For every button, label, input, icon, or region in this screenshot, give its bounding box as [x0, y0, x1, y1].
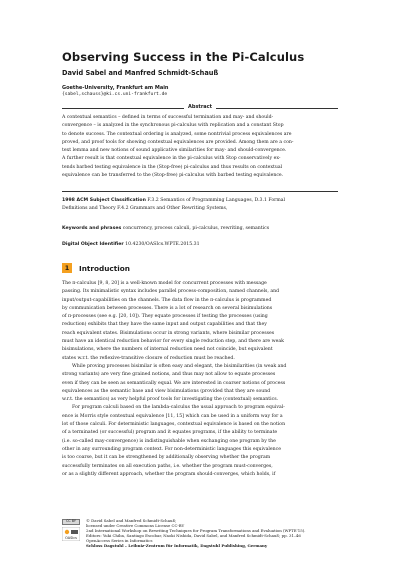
footer-line: licensed under Creative Commons License CC-BY — [86, 523, 185, 529]
abstract-line: tends barbed testing equivalence in the (Stop-free) pi-calculus and thus results on contextual — [62, 164, 283, 170]
keywords-text: concurrency, process calculi, pi-calculus, rewriting, semantics — [122, 226, 270, 231]
oasics-logo-text: OASIcs — [65, 535, 77, 540]
abstract-body — [62, 114, 338, 180]
doi — [62, 241, 338, 249]
intro-line: ence is Morris style contextual equivalence [11, 15] which can be used in a uniform way for a — [62, 413, 283, 419]
intro-paragraph — [62, 280, 338, 363]
intro-line: w.r.t. the semantics) as very helpful proof tools for investigating the (contextual) semantics. — [62, 397, 279, 403]
acm-label: 1998 ACM Subject Classification — [62, 198, 146, 203]
doi-label: Digital Object Identifier — [62, 242, 124, 247]
acm-line: F.3.2 Semantics of Programming Languages, D.3.1 Formal — [147, 198, 286, 203]
intro-line: While proving processes bisimilar is often easy and elegant, the bisimilarities (in weak and — [72, 363, 287, 369]
intro-line: The π-calculus [9, 8, 20] is a well-known model for concurrent processes with message — [62, 281, 267, 286]
intro-line: passing. Its minimalistic syntax includes parallel process-composition, named channels, and — [62, 289, 280, 295]
abstract-line: A further result is that contextual equivalence in the pi-calculus with Stop conservatively ex- — [62, 156, 281, 162]
abstract-line: A contextual semantics – defined in terms of successful termination and may- and should- — [62, 115, 274, 120]
footer-text — [86, 518, 305, 549]
intro-line: equivalences as the semantic base and view bisimulations (provided that they are sound — [62, 388, 271, 394]
intro-line: lot of those calculi. For deterministic languages, contextual equivalence is based on the notion — [62, 422, 286, 428]
paper-authors: David Sabel and Manfred Schmidt-Schauß — [62, 69, 219, 77]
intro-paragraph — [62, 363, 338, 404]
abstract-line: text lemma and new notions of sound applicative similarities for may- and should-convergence. — [62, 148, 287, 154]
intro-line: is too coarse, but it can be strengthened by additionally observing whether the program — [62, 455, 271, 461]
abstract-line: equivalence can be transferred to the (Stop-free) pi-calculus with barbed testing equivalence. — [62, 173, 284, 179]
footer-line: 2nd International Workshop on Rewriting Techniques for Program Transformations and Evaluation (WPTE’15). — [86, 528, 306, 534]
doi-link[interactable]: 10.4230/OASIcs.WPTE.2015.31 — [125, 242, 200, 247]
intro-paragraph — [62, 404, 338, 479]
keywords — [62, 225, 338, 233]
intro-line: bisimulations, where the numbers of internal reduction need not coincide, but equivalent — [62, 347, 273, 353]
cc-license-icon: CC BY — [62, 519, 80, 525]
intro-line: states w.r.t. the reflexive-transitive closure of reduction must be reached. — [62, 355, 235, 361]
author-email: {sabel,schauss}@ki.cs.uni-frankfurt.de — [62, 92, 168, 97]
author-affiliation: Goethe-University, Frankfurt am Main — [62, 85, 169, 91]
intro-line: For program calculi based on the lambda-calculus the usual approach to program equival- — [72, 405, 285, 411]
oasics-logo-icon — [62, 527, 80, 541]
intro-line: even if they can be seen as semantically equal. We are interested in coarser notions of process — [62, 380, 286, 386]
footer-line: OpenAccess Series in Informatics — [86, 538, 153, 544]
intro-line: or as a slightly different approach, whether the program should-converges, which holds, if — [62, 471, 276, 477]
intro-line: reach equivalent states. Bisimulations occur in strong variants, where bisimilar processes — [62, 330, 275, 336]
intro-line: of π-processes (see e.g. [20, 10]). They equate processes if testing the processes (using — [62, 314, 268, 320]
intro-line: input/output-capabilities on the channels. The data flow in the π-calculus is programmed — [62, 297, 272, 303]
section-number: 1 — [62, 263, 72, 273]
intro-line: successfully terminates on all execution paths, i.e. whether the program must-converges, — [62, 463, 273, 469]
section-title: Introduction — [79, 263, 130, 273]
footer-logos — [62, 518, 82, 549]
acm-classification — [62, 197, 338, 214]
intro-line: must have an identical reduction behavior for every single reduction step, and there are weak — [62, 339, 284, 345]
introduction-body — [62, 280, 338, 479]
footer-line: Editors: Yuki Chiba, Santiago Escobar, Naoki Nishida, David Sabel, and Manfred Schmidt-Schauß; pp. 31–46 — [86, 533, 301, 539]
intro-line: strong variants) are very fine grained notions, and thus may not allow to equate processes — [62, 372, 276, 378]
intro-line: by communication between processes. There is a lot of research on several bisimulations — [62, 305, 273, 311]
abstract-heading: Abstract — [184, 104, 216, 110]
keywords-label: Keywords and phrases — [62, 226, 122, 231]
intro-line: (i.e. so-called may-convergence) is indistinguishable when exchanging one program by the — [62, 438, 276, 444]
intro-line: of a terminated (or successful) program and it equates programs, if the ability to terminate — [62, 430, 278, 436]
section-heading — [62, 263, 130, 273]
acm-line: Definitions and Theory F.4.2 Grammars and Other Rewriting Systems, — [62, 206, 228, 212]
paper-title: Observing Success in the Pi-Calculus — [62, 50, 305, 64]
footer-line: Schloss Dagstuhl – Leibniz-Zentrum für Informatik, Dagstuhl Publishing, Germany — [86, 543, 268, 549]
footer — [62, 518, 362, 549]
intro-line: other in any surrounding program context. For non-deterministic languages this equivalence — [62, 446, 281, 452]
abstract-line: to denote success. The contextual ordering is analyzed, some nontrivial process equivalences are — [62, 131, 292, 137]
intro-line: reduction) exhibits that they have the same input and output capabilities and that they — [62, 322, 267, 328]
abstract-line: proved, and proof tools for showing contextual equivalences are provided. Among them are a con- — [62, 139, 294, 145]
abstract-line: convergence – is analyzed in the synchronous pi-calculus with replication and a constant Stop — [62, 123, 284, 129]
footer-line: © David Sabel and Manfred Schmidt-Schauß; — [86, 518, 177, 523]
abstract-rule-bottom — [62, 191, 338, 192]
